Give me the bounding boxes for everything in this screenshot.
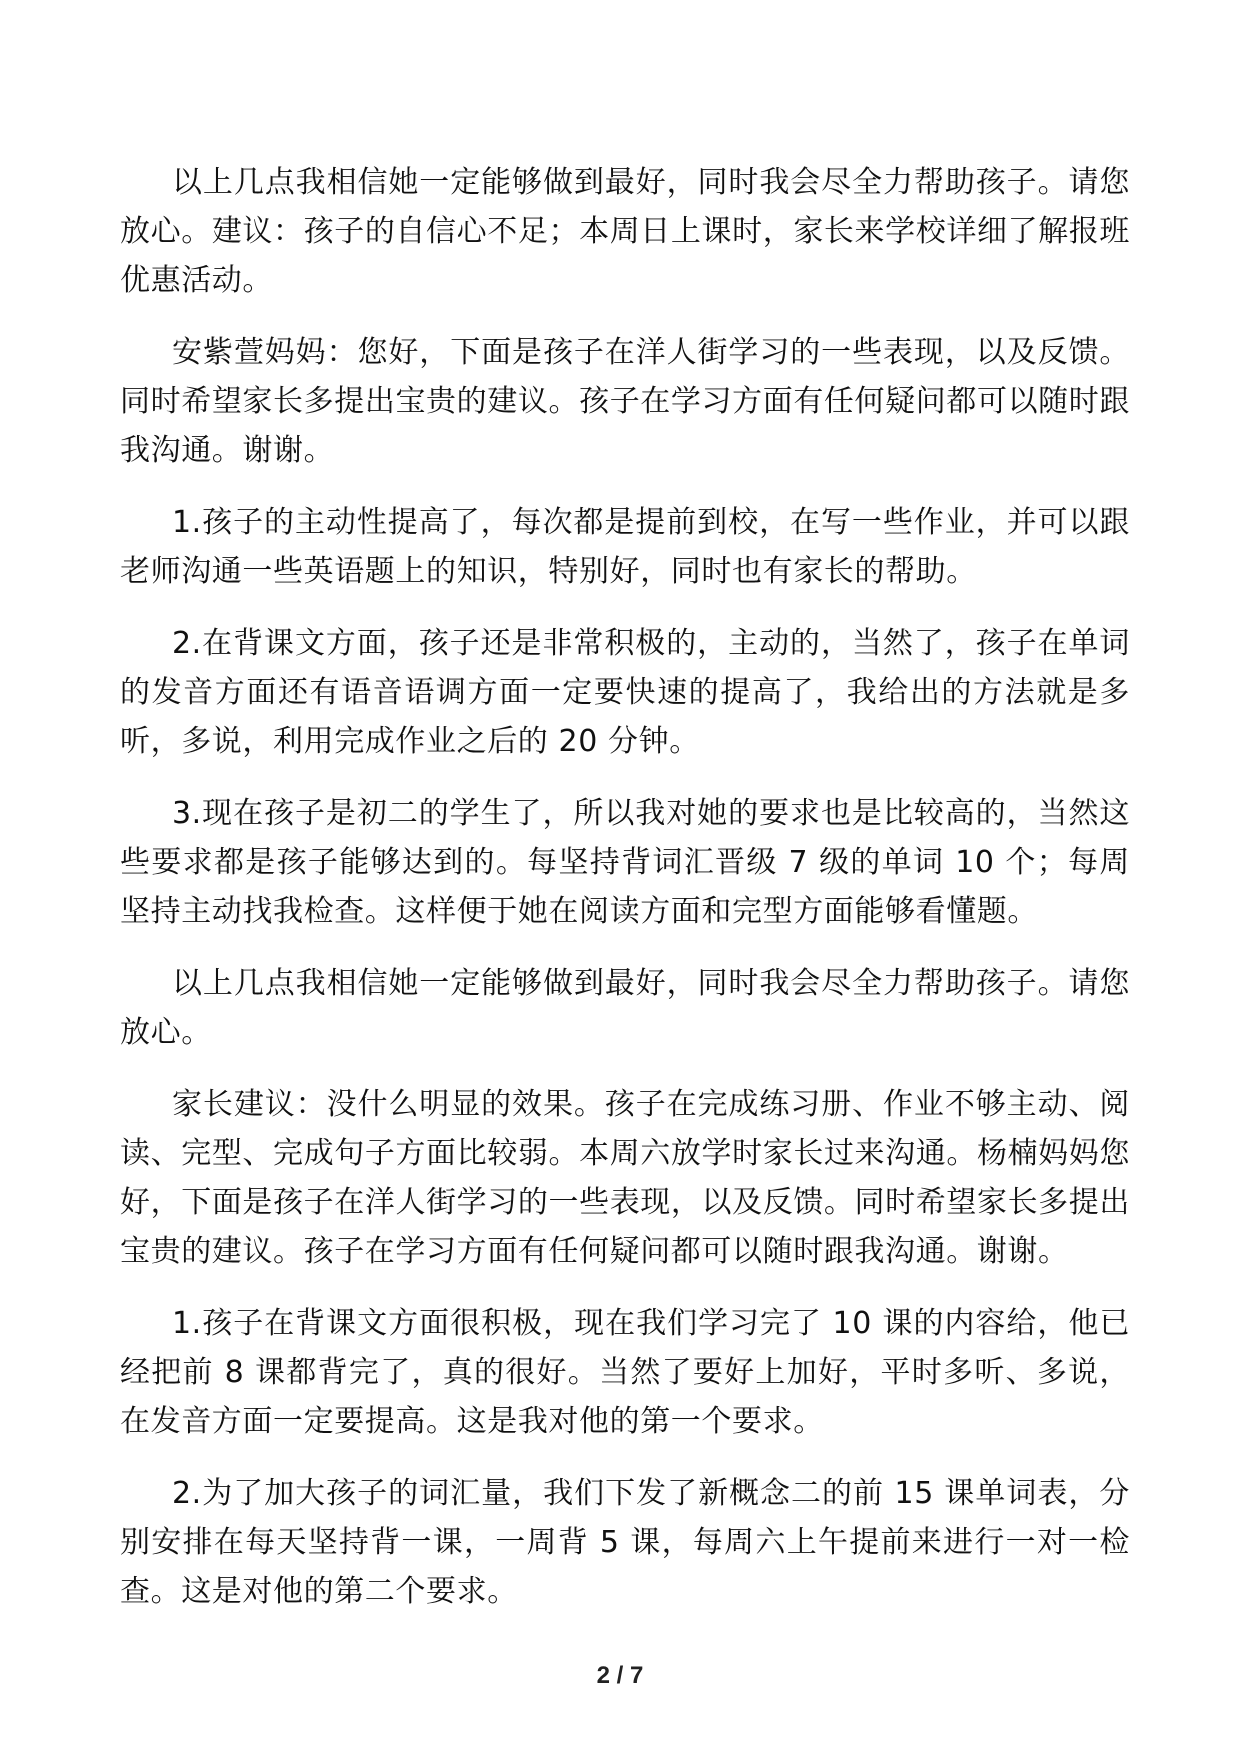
paragraph: 以上几点我相信她一定能够做到最好，同时我会尽全力帮助孩子。请您放心。建议：孩子的自信心不足；本周日上课时，家长来学校详细了解报班优惠活动。	[120, 165, 1130, 298]
document-body	[120, 158, 1130, 1639]
paragraph: 以上几点我相信她一定能够做到最好，同时我会尽全力帮助孩子。请您放心。	[120, 966, 1130, 1050]
page-number: 2 / 7	[596, 1662, 644, 1689]
paragraph: 安紫萱妈妈：您好，下面是孩子在洋人街学习的一些表现，以及反馈。同时希望家长多提出宝贵的建议。孩子在学习方面有任何疑问都可以随时跟我沟通。谢谢。	[120, 335, 1130, 468]
paragraph: 1.孩子的主动性提高了，每次都是提前到校，在写一些作业，并可以跟老师沟通一些英语题上的知识，特别好，同时也有家长的帮助。	[120, 505, 1130, 589]
paragraph: 2.在背课文方面，孩子还是非常积极的，主动的，当然了，孩子在单词的发音方面还有语音语调方面一定要快速的提高了，我给出的方法就是多听，多说，利用完成作业之后的 20 分钟。	[120, 626, 1130, 759]
paragraph: 1.孩子在背课文方面很积极，现在我们学习完了 10 课的内容给，他已经把前 8 课都背完了，真的很好。当然了要好上加好，平时多听、多说，在发音方面一定要提高。这是我对他的第一个要求。	[120, 1306, 1130, 1439]
paragraph: 2.为了加大孩子的词汇量，我们下发了新概念二的前 15 课单词表，分别安排在每天坚持背一课，一周背 5 课，每周六上午提前来进行一对一检查。这是对他的第二个要求。	[120, 1476, 1130, 1609]
paragraph: 家长建议：没什么明显的效果。孩子在完成练习册、作业不够主动、阅读、完型、完成句子方面比较弱。本周六放学时家长过来沟通。杨楠妈妈您好，下面是孩子在洋人街学习的一些表现，以及反馈。同时希望家长多提出宝贵的建议。孩子在学习方面有任何疑问都可以随时跟我沟通。谢谢。	[120, 1087, 1130, 1269]
paragraph: 3.现在孩子是初二的学生了，所以我对她的要求也是比较高的，当然这些要求都是孩子能够达到的。每坚持背词汇晋级 7 级的单词 10 个；每周坚持主动找我检查。这样便于她在阅读方面和完型方面能够看懂题。	[120, 796, 1130, 929]
